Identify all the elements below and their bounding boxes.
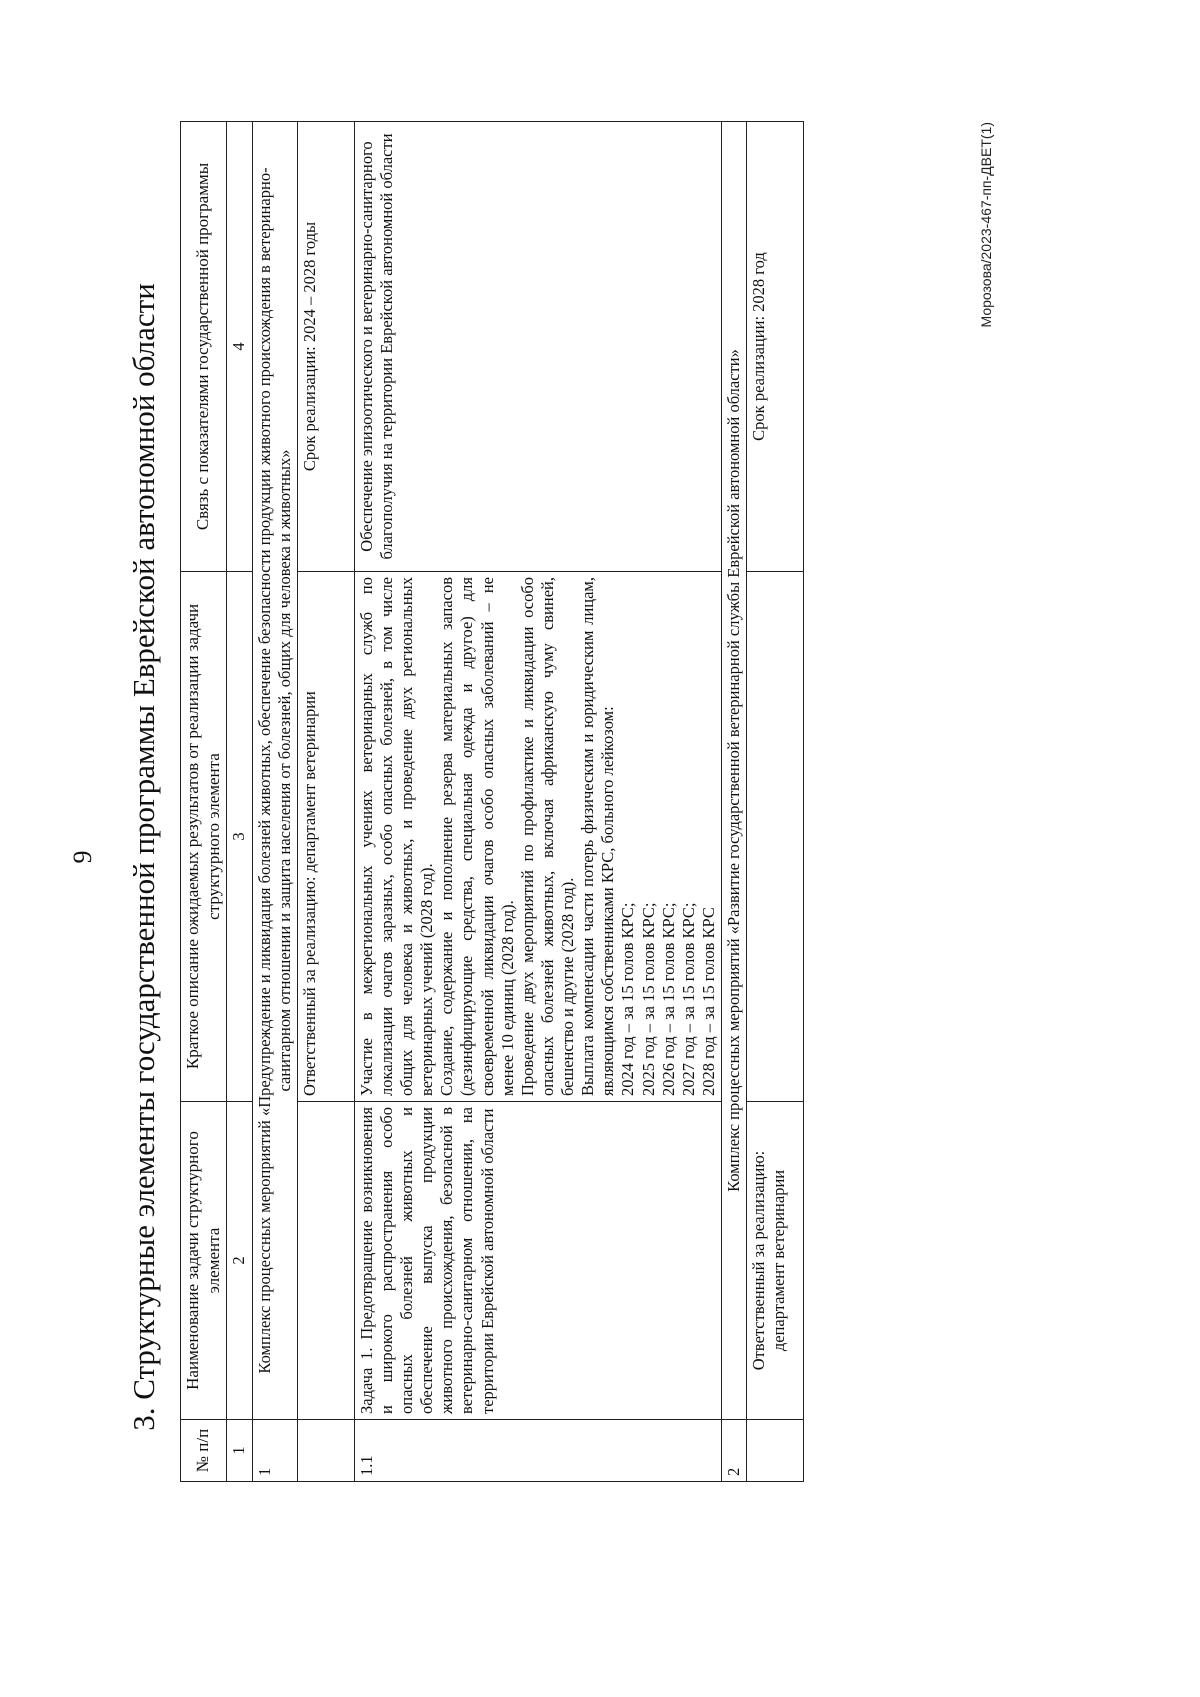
section1-title-row bbox=[252, 122, 297, 1482]
year-2024: 2024 год – за 15 голов КРС; bbox=[618, 902, 638, 1096]
row-1-1-indicator-link: Обеспечение эпизоотического и ветеринарно-санитарного благополучия на территории Еврейской автономной области bbox=[354, 122, 721, 572]
colnum-2: 2 bbox=[227, 1102, 252, 1420]
section2-responsible: Ответственный за реализацию: департамент ветеринарии bbox=[747, 1102, 804, 1420]
section2-title: Комплекс процессных мероприятий «Развитие государственной ветеринарной службы Еврейской автономной области» bbox=[722, 122, 747, 1420]
page-number: 9 bbox=[68, 850, 97, 864]
column-number-row bbox=[227, 122, 252, 1482]
section2-number: 2 bbox=[722, 1420, 747, 1482]
desc-reserve: Создание, содержание и пополнение резерва материальных запасов (дезинфицирующие средства, специальная одежда и другое) для своевременной ликвидации очагов особо опасных заболеваний – не менее 10 единиц (2028 год). bbox=[437, 577, 517, 1096]
page-heading: 3. Структурные элементы государственной программы Еврейской автономной области bbox=[126, 283, 161, 1431]
section1-empty-task-cell bbox=[297, 1102, 354, 1420]
colnum-4: 4 bbox=[227, 122, 252, 572]
section1-responsible-row bbox=[297, 122, 354, 1482]
section1-number: 1 bbox=[252, 1420, 297, 1482]
row-1-1-number: 1.1 bbox=[354, 1420, 721, 1482]
section2-empty-cell bbox=[747, 1420, 804, 1482]
year-2027: 2027 год – за 15 голов КРС; bbox=[678, 902, 698, 1096]
rotated-page-content bbox=[48, 112, 1048, 1602]
section2-title-row bbox=[722, 122, 747, 1482]
year-2025: 2025 год – за 15 голов КРС; bbox=[638, 902, 658, 1096]
header-number: № п/п bbox=[181, 1420, 227, 1482]
section1-title: Комплекс процессных мероприятий «Предупреждение и ликвидация болезней животных, обеспечение безопасности продукции животного происхождения в ветеринарно-санитарном отношении и защита населения от болезней, общих для человека и животных» bbox=[252, 122, 297, 1420]
colnum-3: 3 bbox=[227, 572, 252, 1102]
desc-prevention: Проведение двух мероприятий по профилактике и ликвидации особо опасных болезней животных, включая африканскую чуму свиней, бешенство и другие (2028 год). bbox=[517, 577, 578, 1096]
section2-responsible-row bbox=[747, 122, 804, 1482]
section1-responsible: Ответственный за реализацию: департамент ветеринарии bbox=[297, 572, 354, 1102]
header-description: Краткое описание ожидаемых результатов от реализации задачи структурного элемента bbox=[181, 572, 227, 1102]
header-task-name: Наименование задачи структурного элемента bbox=[181, 1102, 227, 1420]
desc-compensation: Выплата компенсации части потерь физическим и юридическим лицам, являющимся собственниками КРС, больного лейкозом: bbox=[578, 577, 618, 1096]
header-indicator-link: Связь с показателями государственной программы bbox=[181, 122, 227, 572]
year-2026: 2026 год – за 15 голов КРС; bbox=[658, 902, 678, 1096]
row-1-1 bbox=[354, 122, 721, 1482]
document-footer-code: Морозова/2023-467-пп-ДВЕТ(1) bbox=[978, 122, 994, 328]
desc-exercises: Участие в межрегиональных учениях ветеринарных служб по локализации очагов заразных, особо опасных болезней, в том числе общих для человека и животных, и проведение двух региональных ветеринарных учений (2028 год). bbox=[356, 577, 437, 1096]
year-2028: 2028 год – за 15 голов КРС bbox=[698, 907, 718, 1096]
section1-empty-cell bbox=[297, 1420, 354, 1482]
section1-period: Срок реализации: 2024 – 2028 годы bbox=[297, 122, 354, 572]
section2-empty-desc-cell bbox=[747, 572, 804, 1102]
section2-period: Срок реализации: 2028 год bbox=[747, 122, 804, 572]
header-row bbox=[181, 122, 227, 1482]
row-1-1-task: Задача 1. Предотвращение возникновения и широкого распространения особо опасных болезней животных и обеспечение выпуска продукции животного происхождения, безопасной в ветеринарно-санитарном отношении, на территории Еврейской автономной области bbox=[354, 1102, 721, 1420]
colnum-1: 1 bbox=[227, 1420, 252, 1482]
row-1-1-description bbox=[354, 572, 721, 1102]
structural-elements-table bbox=[180, 121, 804, 1482]
